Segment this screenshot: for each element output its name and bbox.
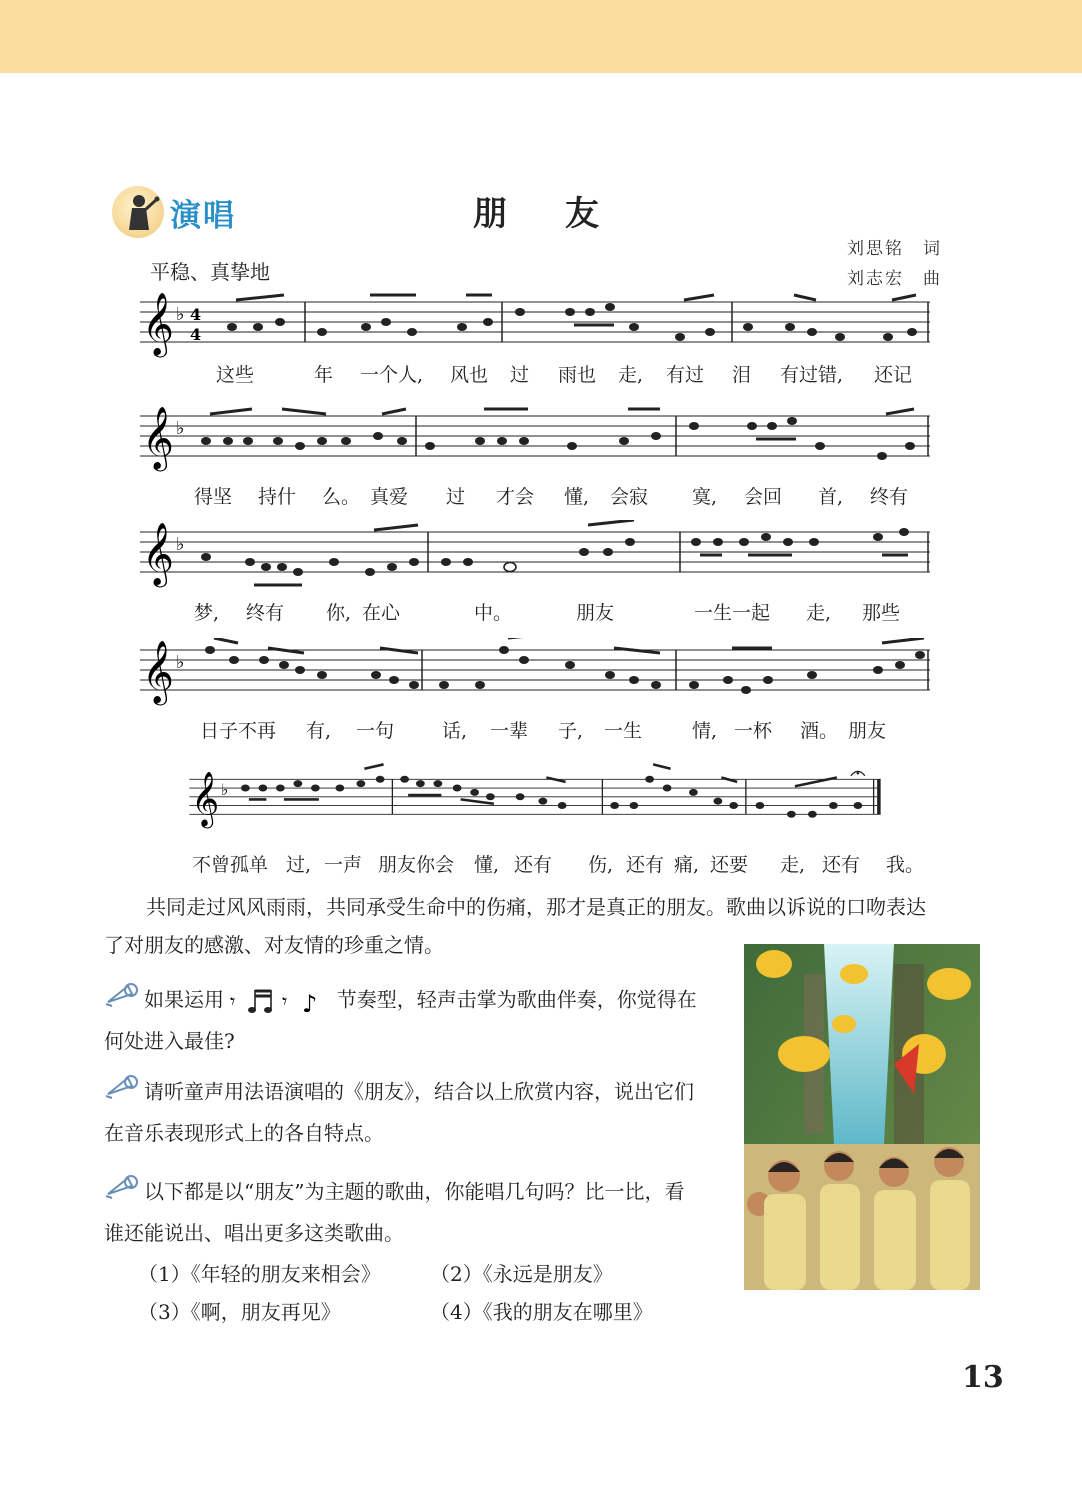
lyric-syllable: 走, <box>618 364 644 386</box>
lyric-syllable: 终有 <box>246 602 285 624</box>
singer-icon <box>112 186 164 238</box>
tempo-marking: 平稳、真挚地 <box>150 260 270 284</box>
composer-credit: 刘志宏 曲 <box>847 269 942 289</box>
lyric-syllable: 雨也 <box>558 364 597 386</box>
song-item-2: （2）《永远是朋友》 <box>430 1262 613 1286</box>
friends-photo <box>744 944 980 1290</box>
lyric-syllable: 会寂 <box>610 486 649 508</box>
svg-text:♭: ♭ <box>176 534 185 555</box>
svg-text:♭: ♭ <box>176 652 185 673</box>
lyric-syllable: 年 <box>314 364 334 386</box>
lyric-syllable: 朋友 <box>576 602 615 624</box>
lyric-syllable: 走, <box>806 602 832 624</box>
eighth-note-icon: ♪ <box>302 990 318 1016</box>
description-paragraph: 共同走过风风雨雨，共同承受生命中的伤痛，那才是真正的朋友。歌曲以诉说的口吻表达了对朋友的感激、对友情的珍重之情。 <box>104 895 926 957</box>
song-title: 朋友 <box>473 194 657 234</box>
lyric-syllable: 还有 <box>514 854 553 876</box>
lyric-syllable: 一个人, <box>360 364 424 386</box>
lyric-syllable: 会回 <box>744 486 783 508</box>
lyric-syllable: 痛, <box>674 854 700 876</box>
eighth-rest-icon: 𝄾 <box>230 989 236 1013</box>
lyric-syllable: 走, <box>780 854 806 876</box>
lyric-syllable: 还有 <box>626 854 665 876</box>
lyric-syllable: 过, <box>286 854 312 876</box>
lyric-syllable: 还记 <box>874 364 913 386</box>
lyric-syllable: 懂, <box>474 854 500 876</box>
lyric-syllable: 一声 <box>324 854 363 876</box>
music-staff-4 <box>140 638 930 708</box>
lyric-line-1 <box>140 360 930 388</box>
lyric-syllable: 懂, <box>564 486 590 508</box>
treble-clef-icon: 𝄞 <box>142 640 174 703</box>
question-2-text: 请听童声用法语演唱的《朋友》，结合以上欣赏内容，说出它们在音乐表现形式上的各自特点。 <box>104 1079 694 1145</box>
lyric-line-3 <box>140 598 930 626</box>
lyric-syllable: 话, <box>442 720 468 742</box>
lyric-syllable: 情, <box>692 720 718 742</box>
lyric-syllable: 风也 <box>450 364 489 386</box>
lyric-syllable: 终有 <box>870 486 909 508</box>
lyric-syllable: 一句 <box>356 720 395 742</box>
page-number: 13 <box>962 1360 1004 1395</box>
lyric-syllable: 一辈 <box>490 720 529 742</box>
rhythm-pattern <box>230 988 336 1016</box>
lyric-syllable: 有, <box>306 720 332 742</box>
top-color-band <box>0 0 1082 73</box>
svg-text:♭: ♭ <box>176 304 185 325</box>
svg-text:♭: ♭ <box>220 780 229 799</box>
horn-icon <box>104 1172 138 1214</box>
treble-clef-icon: 𝄞 <box>191 771 220 827</box>
lyric-syllable: 不曾孤单 <box>192 854 269 876</box>
lyric-syllable: 那些 <box>862 602 901 624</box>
lyric-syllable: 朋友你会 <box>378 854 455 876</box>
song-item-1: （1）《年轻的朋友来相会》 <box>138 1262 381 1286</box>
question-2 <box>104 1072 704 1152</box>
lyric-syllable: 在心 <box>362 602 401 624</box>
lyric-syllable: 梦, <box>194 602 220 624</box>
lyric-line-2 <box>140 482 930 510</box>
lyric-syllable: 么。 <box>322 486 361 508</box>
lyric-syllable: 首, <box>818 486 844 508</box>
lyric-syllable: 一生一起 <box>694 602 771 624</box>
question-1-text-after: 节奏型，轻声击掌为歌曲伴奏，你觉得在何处进入最佳? <box>104 987 697 1053</box>
section-label <box>112 186 236 238</box>
horn-icon <box>104 1072 138 1114</box>
lyric-syllable: 得坚 <box>194 486 233 508</box>
lyric-syllable: 过 <box>446 486 466 508</box>
lyric-line-5 <box>140 850 930 878</box>
lyric-syllable: 这些 <box>216 364 255 386</box>
music-staff-5 <box>140 760 930 830</box>
lyric-syllable: 还要 <box>710 854 749 876</box>
treble-clef-icon: 𝄞 <box>142 406 174 469</box>
lyric-syllable: 持什 <box>258 486 297 508</box>
lyric-syllable: 泪 <box>732 364 752 386</box>
question-3 <box>104 1172 704 1252</box>
lyric-syllable: 过 <box>510 364 530 386</box>
section-label-text: 演唱 <box>170 197 236 234</box>
music-staff-3 <box>140 520 930 590</box>
treble-clef-icon: 𝄞 <box>142 292 174 355</box>
lyric-syllable: 日子不再 <box>200 720 277 742</box>
lyric-syllable: 我。 <box>886 854 925 876</box>
eighth-rest-icon: 𝄾 <box>282 989 288 1013</box>
question-1-text-before: 如果运用 <box>144 987 224 1012</box>
lyric-line-4 <box>140 716 930 744</box>
lyric-syllable: 有过错, <box>780 364 844 386</box>
lyric-syllable: 中。 <box>474 602 513 624</box>
lyric-syllable: 酒。 <box>800 720 839 742</box>
song-item-3: （3）《啊，朋友再见》 <box>138 1300 341 1324</box>
lyric-syllable: 伤, <box>588 854 614 876</box>
lyric-syllable: 一生 <box>604 720 643 742</box>
lyric-syllable: 寞, <box>692 486 718 508</box>
lyric-syllable: 你, <box>326 602 352 624</box>
lyric-syllable: 一杯 <box>734 720 773 742</box>
lyric-syllable: 真爱 <box>370 486 409 508</box>
treble-clef-icon: 𝄞 <box>142 522 174 585</box>
lyric-syllable: 子, <box>558 720 584 742</box>
horn-icon <box>104 980 138 1022</box>
lyric-syllable: 朋友 <box>848 720 887 742</box>
song-item-4: （4）《我的朋友在哪里》 <box>430 1300 653 1324</box>
music-staff-1 <box>140 290 930 360</box>
lyric-syllable: 才会 <box>496 486 535 508</box>
svg-text:4: 4 <box>190 325 202 344</box>
lyricist-credit: 刘思铭 词 <box>847 239 942 259</box>
lyric-syllable: 还有 <box>822 854 861 876</box>
question-3-text: 以下都是以“朋友”为主题的歌曲，你能唱几句吗？比一比，看谁还能说出、唱出更多这类歌曲。 <box>104 1179 685 1245</box>
svg-text:♭: ♭ <box>176 418 185 439</box>
lyric-syllable: 有过 <box>666 364 705 386</box>
svg-text:4: 4 <box>190 305 202 324</box>
music-staff-2 <box>140 404 930 474</box>
question-1 <box>104 980 704 1060</box>
